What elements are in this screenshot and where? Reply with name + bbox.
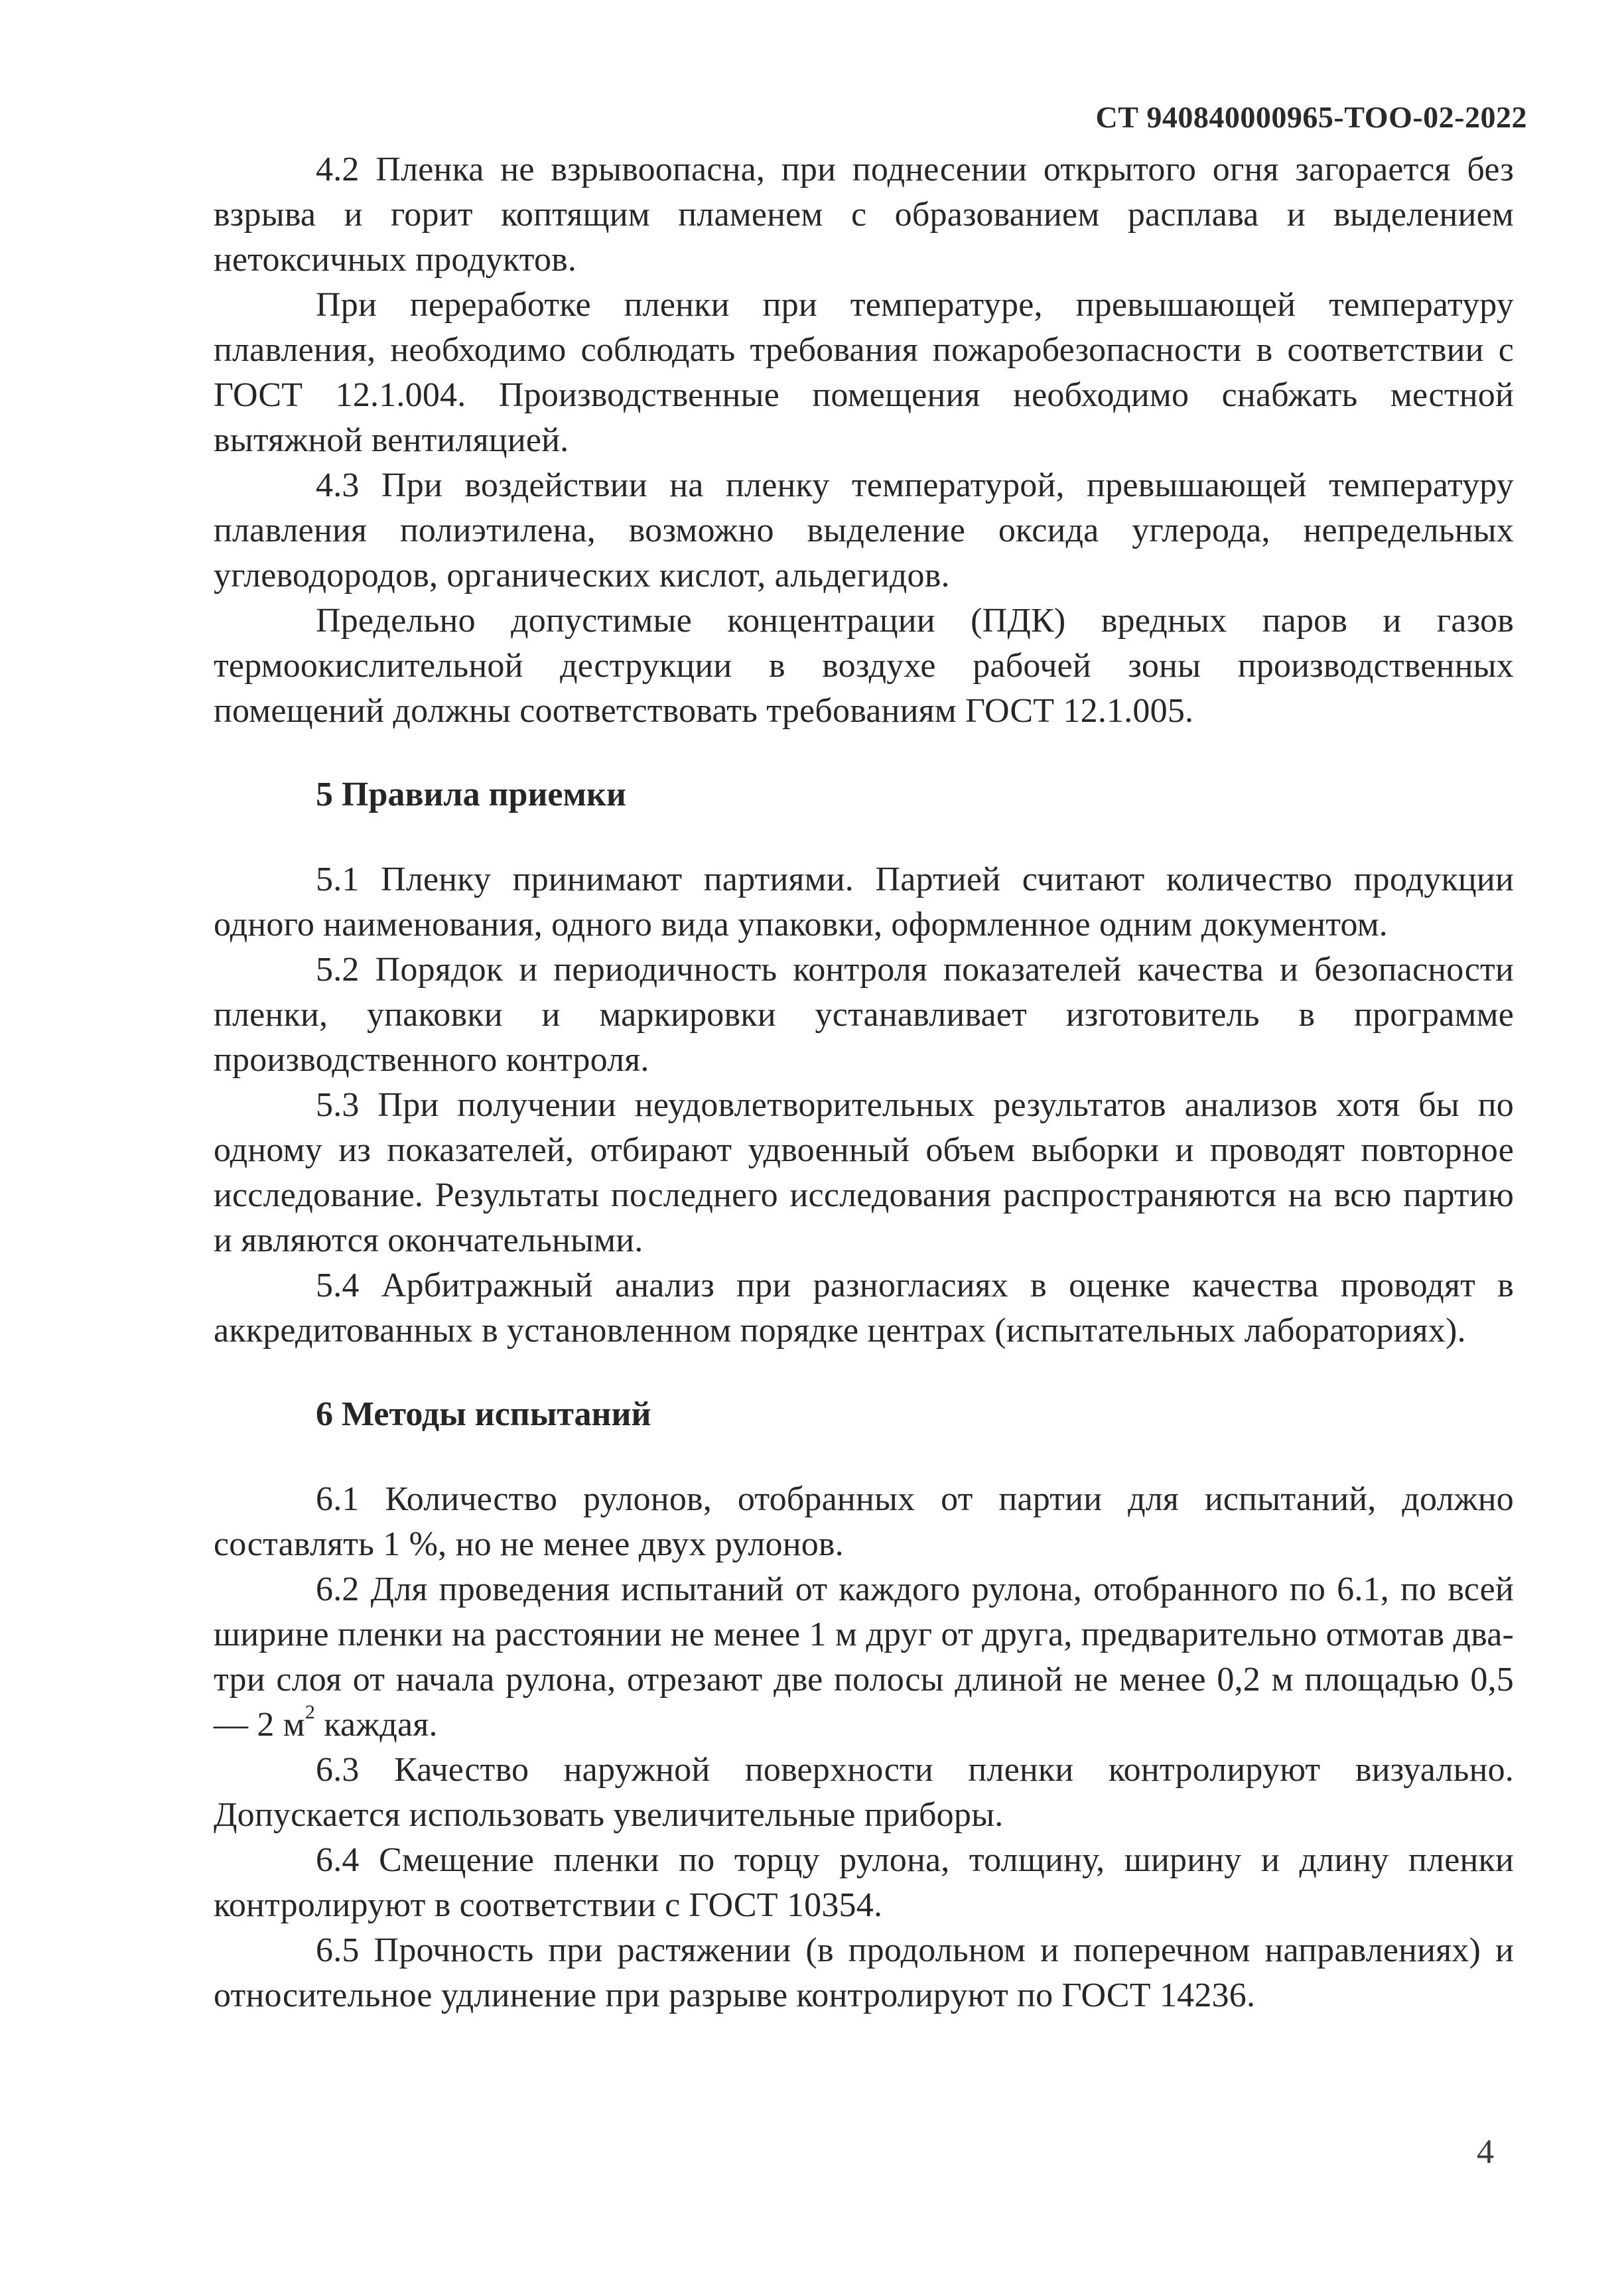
paragraph-6-2 <box>214 1567 1514 1748</box>
paragraph-4-3-pdk: Предельно допустимые концентрации (ПДК) вредных паров и газов термоокислительной деструкции в воздухе рабочей зоны производственных помещений должны соответствовать требованиям ГОСТ 12.1.005. <box>214 602 1514 730</box>
paragraph-4-2: 4.2 Пленка не взрывоопасна, при поднесении открытого огня загорается без взрыва и горит коптящим пламенем с образованием расплава и выделением нетоксичных продуктов. <box>214 151 1514 279</box>
section-heading-test-methods: 6 Методы испытаний <box>316 1395 651 1433</box>
paragraph-5-3: 5.3 При получении неудовлетворительных результатов анализов хотя бы по одному из показателей, отбирают удвоенный объем выборки и проводят повторное исследование. Результаты последнего исследования распространяются на всю партию и являются окончательными. <box>214 1086 1514 1259</box>
paragraph-5-1: 5.1 Пленку принимают партиями. Партией считают количество продукции одного наименования, одного вида упаковки, оформленное одним документом. <box>214 861 1514 943</box>
paragraph-4-3: 4.3 При воздействии на пленку температурой, превышающей температуру плавления полиэтилена, возможно выделение оксида углерода, непредельных углеводородов, органических кислот, альдегидов. <box>214 466 1514 594</box>
section-heading-acceptance-rules: 5 Правила приемки <box>316 776 626 813</box>
paragraph-4-2-fire-safety: При переработке пленки при температуре, превышающей температуру плавления, необходимо соблюдать требования пожаробезопасности в соответствии с ГОСТ 12.1.004. Производственные помещения необходимо снабжать местной вытяжной вентиляцией. <box>214 286 1514 459</box>
paragraph-6-2-end: каждая. <box>315 1706 438 1744</box>
document-body <box>214 147 1514 2018</box>
document-code: СТ 940840000965-ТОО-02-2022 <box>1095 100 1527 134</box>
paragraph-6-1: 6.1 Количество рулонов, отобранных от партии для испытаний, должно составлять 1 %, но не менее двух рулонов. <box>214 1480 1514 1563</box>
superscript-square: 2 <box>304 1701 316 1723</box>
paragraph-6-2-text: 6.2 Для проведения испытаний от каждого рулона, отобранного по 6.1, по всей ширине пленки на расстоянии не менее 1 м друг от друга, предварительно отмотав два-три слоя от начала рулона, отрезают две полосы длиной не менее 0,2 м площадью 0,5— 2 м <box>214 1570 1514 1744</box>
paragraph-5-2: 5.2 Порядок и периодичность контроля показателей качества и безопасности пленки, упаковки и маркировки устанавливает изготовитель в программе производственного контроля. <box>214 951 1514 1079</box>
paragraph-5-4: 5.4 Арбитражный анализ при разногласиях в оценке качества проводят в аккредитованных в установленном порядке центрах (испытательных лабораториях). <box>214 1267 1514 1350</box>
paragraph-6-4: 6.4 Смещение пленки по торцу рулона, толщину, ширину и длину пленки контролируют в соответствии с ГОСТ 10354. <box>214 1841 1514 1924</box>
page-number: 4 <box>1477 2133 1494 2171</box>
paragraph-6-3: 6.3 Качество наружной поверхности пленки контролируют визуально. Допускается использовать увеличительные приборы. <box>214 1751 1514 1834</box>
paragraph-6-5: 6.5 Прочность при растяжении (в продольном и поперечном направлениях) и относительное удлинение при разрыве контролируют по ГОСТ 14236. <box>214 1931 1514 2014</box>
